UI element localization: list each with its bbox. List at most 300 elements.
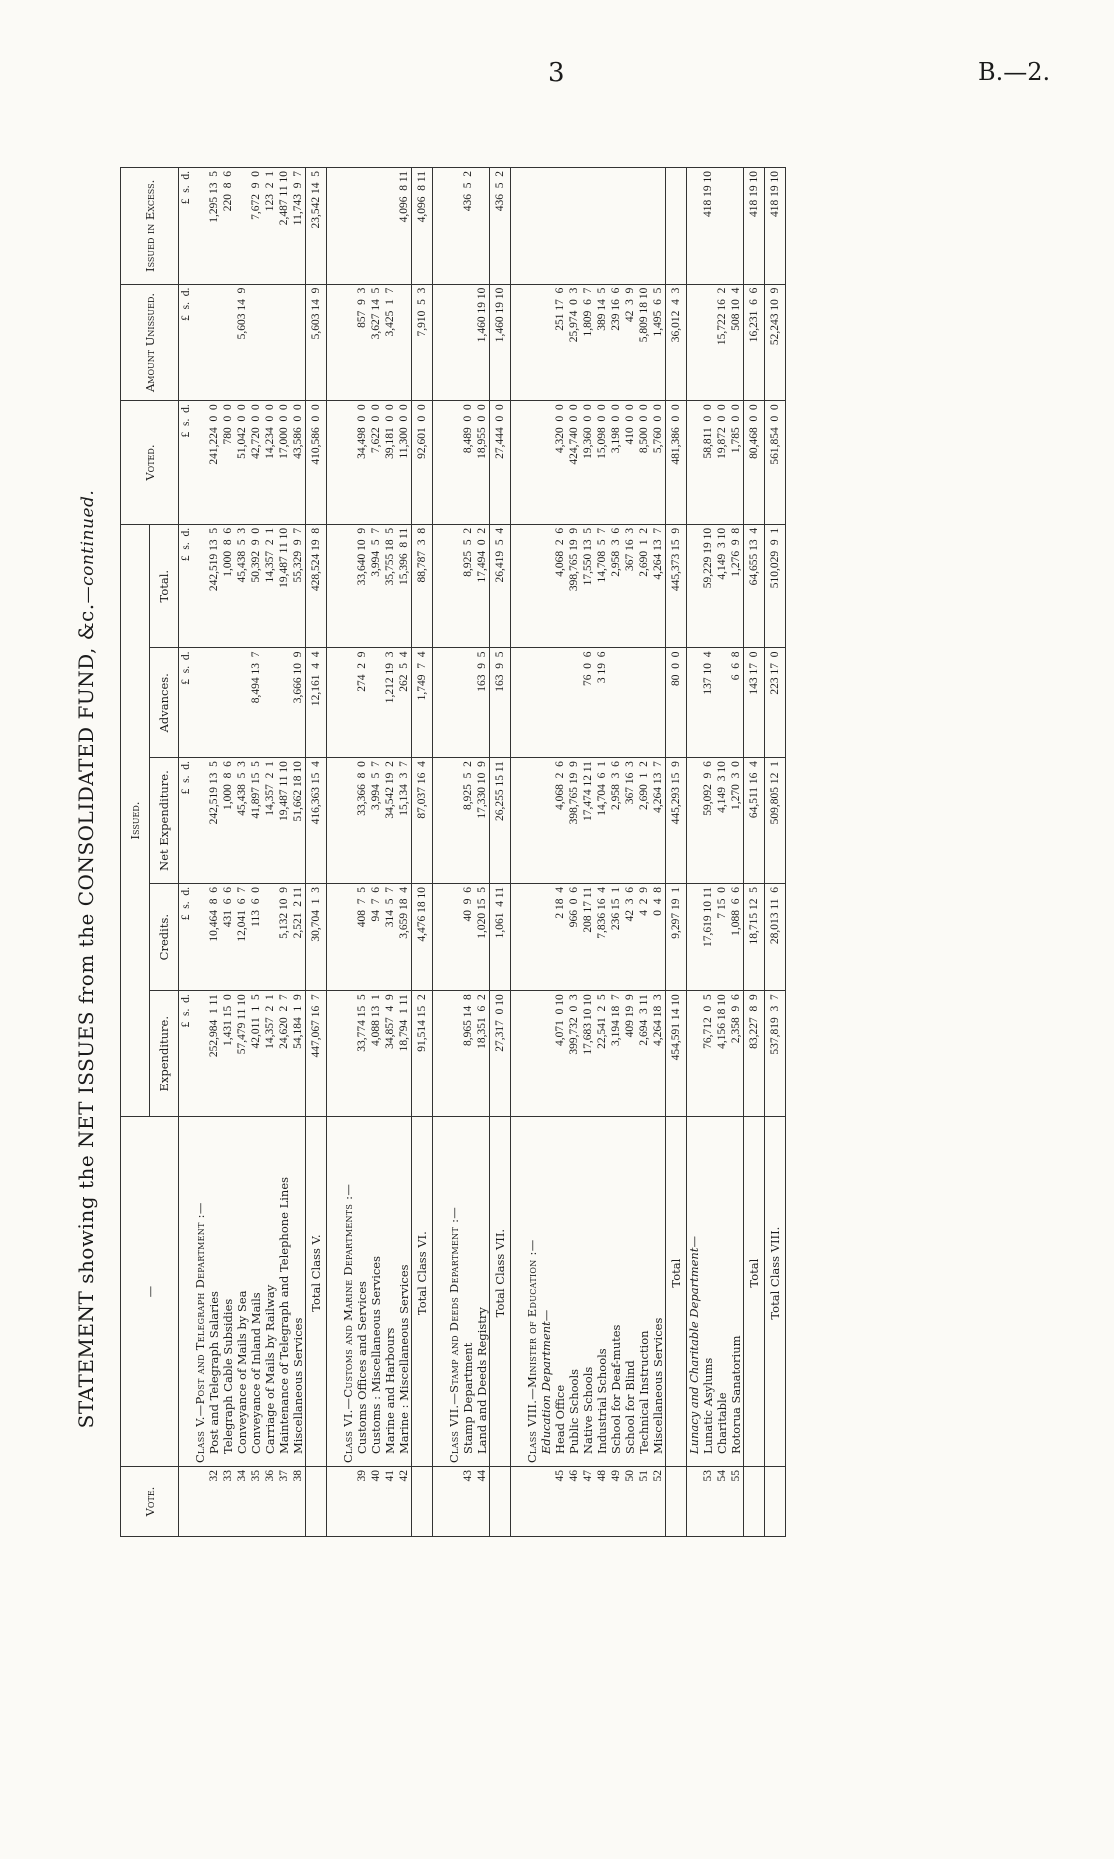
credits-cell: 7 15 0 xyxy=(715,884,729,991)
total-cell xyxy=(539,524,553,648)
total-cell: 3,994 5 7 xyxy=(369,524,383,648)
item-label: Telegraph Cable Subsidies xyxy=(221,1117,235,1467)
vote-number: 43 xyxy=(461,1467,475,1537)
units-label: £ s. d. xyxy=(179,401,194,525)
expenditure-cell: 17,683 10 10 xyxy=(581,991,595,1117)
unissued-cell xyxy=(539,284,553,401)
advances-cell: 12,161 4 4 xyxy=(306,648,327,758)
vote-number: 35 xyxy=(249,1467,263,1537)
item-label: Lunatic Asylums xyxy=(701,1117,715,1467)
excess-cell xyxy=(581,168,595,285)
total-cell: 64,655 13 4 xyxy=(744,524,765,648)
voted-cell: 58,811 0 0 xyxy=(701,401,715,525)
net-expenditure-cell: 509,805 12 1 xyxy=(765,758,786,884)
vote-number xyxy=(765,1467,786,1537)
voted-cell: 410 0 0 xyxy=(623,401,637,525)
net-expenditure-cell: 59,092 9 6 xyxy=(701,758,715,884)
item-row xyxy=(235,168,249,1537)
voted-cell: 17,000 0 0 xyxy=(277,401,291,525)
expenditure-cell: 447,067 16 7 xyxy=(306,991,327,1117)
item-label: Miscellaneous Services xyxy=(651,1117,666,1467)
advances-cell xyxy=(447,648,461,758)
col-excess: Issued in Excess. xyxy=(121,168,179,285)
advances-cell: 1,212 19 3 xyxy=(383,648,397,758)
voted-cell: 4,320 0 0 xyxy=(553,401,567,525)
net-expenditure-cell: 2,690 1 2 xyxy=(637,758,651,884)
total-cell xyxy=(525,524,539,648)
excess-cell: 418 19 10 xyxy=(744,168,765,285)
credits-cell xyxy=(539,884,553,991)
item-label: Charitable xyxy=(715,1117,729,1467)
unissued-cell xyxy=(249,284,263,401)
unissued-cell: 15,722 16 2 xyxy=(715,284,729,401)
voted-cell: 7,622 0 0 xyxy=(369,401,383,525)
total-cell: 1,000 8 6 xyxy=(221,524,235,648)
unissued-cell: 1,460 19 10 xyxy=(490,284,511,401)
advances-cell xyxy=(525,648,539,758)
total-cell: 445,373 15 9 xyxy=(666,524,687,648)
total-row xyxy=(412,168,433,1537)
units-label: £ s. d. xyxy=(179,884,194,991)
advances-cell: 223 17 0 xyxy=(765,648,786,758)
expenditure-cell: 57,479 11 10 xyxy=(235,991,249,1117)
advances-cell xyxy=(553,648,567,758)
vote-number: 41 xyxy=(383,1467,397,1537)
excess-cell: 436 5 2 xyxy=(490,168,511,285)
net-expenditure-cell: 26,255 15 11 xyxy=(490,758,511,884)
item-label: Marine : Miscellaneous Services xyxy=(397,1117,412,1467)
total-label: Total Class VIII. xyxy=(765,1117,786,1467)
unissued-cell xyxy=(397,284,412,401)
unissued-cell xyxy=(263,284,277,401)
item-label: Technical Instruction xyxy=(637,1117,651,1467)
unissued-cell: 3,425 1 7 xyxy=(383,284,397,401)
unissued-cell xyxy=(291,284,306,401)
credits-cell: 4,476 18 10 xyxy=(412,884,433,991)
item-row xyxy=(567,168,581,1537)
unissued-cell: 25,974 0 3 xyxy=(567,284,581,401)
credits-cell: 236 15 1 xyxy=(609,884,623,991)
vote-number xyxy=(412,1467,433,1537)
voted-cell xyxy=(525,401,539,525)
advances-cell xyxy=(235,648,249,758)
spacer-row xyxy=(433,168,448,1537)
unissued-cell: 42 3 9 xyxy=(623,284,637,401)
section-label: Class VII.—Stamp and Deeds Department :— xyxy=(447,1117,461,1467)
voted-cell: 15,098 0 0 xyxy=(595,401,609,525)
advances-cell: 1,749 7 4 xyxy=(412,648,433,758)
item-row xyxy=(623,168,637,1537)
credits-cell: 113 6 0 xyxy=(249,884,263,991)
total-cell xyxy=(193,524,207,648)
net-expenditure-cell: 87,037 16 4 xyxy=(412,758,433,884)
total-cell: 4,149 3 10 xyxy=(715,524,729,648)
statement-table xyxy=(120,167,786,1537)
vote-number: 44 xyxy=(475,1467,490,1537)
item-label: Post and Telegraph Salaries xyxy=(207,1117,221,1467)
section-label: Class VI.—Customs and Marine Departments :— xyxy=(341,1117,355,1467)
item-row xyxy=(355,168,369,1537)
vote-number xyxy=(490,1467,511,1537)
unissued-cell xyxy=(221,284,235,401)
item-row xyxy=(291,168,306,1537)
net-expenditure-cell: 398,765 19 9 xyxy=(567,758,581,884)
voted-cell: 561,854 0 0 xyxy=(765,401,786,525)
item-row xyxy=(397,168,412,1537)
net-expenditure-cell: 17,474 12 11 xyxy=(581,758,595,884)
unissued-cell: 5,809 18 10 xyxy=(637,284,651,401)
excess-cell: 123 2 1 xyxy=(263,168,277,285)
expenditure-cell: 409 19 9 xyxy=(623,991,637,1117)
item-row xyxy=(221,168,235,1537)
vote-number: 42 xyxy=(397,1467,412,1537)
excess-cell xyxy=(553,168,567,285)
excess-cell xyxy=(623,168,637,285)
page-number: 3 xyxy=(548,58,565,88)
voted-cell: 43,586 0 0 xyxy=(291,401,306,525)
item-label: Carriage of Mails by Railway xyxy=(263,1117,277,1467)
advances-cell xyxy=(539,648,553,758)
excess-cell xyxy=(729,168,744,285)
item-label: Customs : Miscellaneous Services xyxy=(369,1117,383,1467)
item-row xyxy=(715,168,729,1537)
expenditure-cell xyxy=(341,991,355,1117)
voted-cell: 3,198 0 0 xyxy=(609,401,623,525)
advances-cell: 3 19 6 xyxy=(595,648,609,758)
voted-cell: 92,601 0 0 xyxy=(412,401,433,525)
total-cell: 1,276 9 8 xyxy=(729,524,744,648)
total-cell: 35,755 18 5 xyxy=(383,524,397,648)
total-cell: 33,640 10 9 xyxy=(355,524,369,648)
sub-row xyxy=(687,168,702,1537)
item-row xyxy=(701,168,715,1537)
credits-cell: 42 3 6 xyxy=(623,884,637,991)
voted-cell: 51,042 0 0 xyxy=(235,401,249,525)
advances-cell: 163 9 5 xyxy=(490,648,511,758)
total-cell xyxy=(341,524,355,648)
unissued-cell xyxy=(525,284,539,401)
net-expenditure-cell xyxy=(447,758,461,884)
net-expenditure-cell: 445,293 15 9 xyxy=(666,758,687,884)
vote-number: 40 xyxy=(369,1467,383,1537)
total-cell: 17,550 13 5 xyxy=(581,524,595,648)
total-row xyxy=(306,168,327,1537)
item-row xyxy=(475,168,490,1537)
excess-cell xyxy=(525,168,539,285)
total-cell: 4,068 2 6 xyxy=(553,524,567,648)
excess-cell: 436 5 2 xyxy=(461,168,475,285)
net-expenditure-cell: 8,925 5 2 xyxy=(461,758,475,884)
total-cell: 4,264 13 7 xyxy=(651,524,666,648)
advances-cell: 163 9 5 xyxy=(475,648,490,758)
voted-cell xyxy=(539,401,553,525)
vote-number: 52 xyxy=(651,1467,666,1537)
total-row xyxy=(490,168,511,1537)
advances-cell xyxy=(715,648,729,758)
excess-cell: 7,672 9 0 xyxy=(249,168,263,285)
vote-number: 46 xyxy=(567,1467,581,1537)
item-label: Stamp Department xyxy=(461,1117,475,1467)
total-label: Total Class VI. xyxy=(412,1117,433,1467)
item-label: Maintenance of Telegraph and Telephone Lines xyxy=(277,1117,291,1467)
credits-cell: 40 9 6 xyxy=(461,884,475,991)
net-expenditure-cell: 41,897 15 5 xyxy=(249,758,263,884)
expenditure-cell: 4,264 18 3 xyxy=(651,991,666,1117)
advances-cell: 137 10 4 xyxy=(701,648,715,758)
unissued-cell: 52,243 10 9 xyxy=(765,284,786,401)
expenditure-cell: 4,071 0 10 xyxy=(553,991,567,1117)
advances-cell xyxy=(461,648,475,758)
net-expenditure-cell: 17,330 10 9 xyxy=(475,758,490,884)
units-row xyxy=(179,168,194,1537)
credits-cell xyxy=(341,884,355,991)
vote-number: 33 xyxy=(221,1467,235,1537)
excess-cell: 418 19 10 xyxy=(701,168,715,285)
voted-cell xyxy=(341,401,355,525)
total-cell: 17,494 0 2 xyxy=(475,524,490,648)
advances-cell xyxy=(341,648,355,758)
vote-number: 36 xyxy=(263,1467,277,1537)
expenditure-cell xyxy=(193,991,207,1117)
spacer-row xyxy=(511,168,526,1537)
units-label: £ s. d. xyxy=(179,168,194,285)
advances-cell xyxy=(687,648,702,758)
item-label: Conveyance of Inland Mails xyxy=(249,1117,263,1467)
total-row xyxy=(765,168,786,1537)
excess-cell: 1,295 13 5 xyxy=(207,168,221,285)
excess-cell: 4,096 8 11 xyxy=(397,168,412,285)
voted-cell: 80,468 0 0 xyxy=(744,401,765,525)
advances-cell xyxy=(637,648,651,758)
voted-cell: 19,872 0 0 xyxy=(715,401,729,525)
col-vote: Vote. xyxy=(121,1467,179,1537)
expenditure-cell: 2,694 3 11 xyxy=(637,991,651,1117)
units-label: £ s. d. xyxy=(179,524,194,648)
voted-cell: 241,224 0 0 xyxy=(207,401,221,525)
item-row xyxy=(461,168,475,1537)
credits-cell: 30,704 1 3 xyxy=(306,884,327,991)
unissued-cell: 508 10 4 xyxy=(729,284,744,401)
total-label: Total Class V. xyxy=(306,1117,327,1467)
credits-cell: 208 17 11 xyxy=(581,884,595,991)
voted-cell: 424,740 0 0 xyxy=(567,401,581,525)
voted-cell: 14,234 0 0 xyxy=(263,401,277,525)
total-cell: 45,438 5 3 xyxy=(235,524,249,648)
expenditure-cell: 252,984 1 11 xyxy=(207,991,221,1117)
vote-number xyxy=(666,1467,687,1537)
advances-cell xyxy=(193,648,207,758)
net-expenditure-cell: 14,357 2 1 xyxy=(263,758,277,884)
credits-cell: 4 2 9 xyxy=(637,884,651,991)
vote-number xyxy=(539,1467,553,1537)
total-cell: 55,329 9 7 xyxy=(291,524,306,648)
vote-number: 50 xyxy=(623,1467,637,1537)
item-label: Customs Offices and Services xyxy=(355,1117,369,1467)
expenditure-cell: 18,794 1 11 xyxy=(397,991,412,1117)
voted-cell: 8,489 0 0 xyxy=(461,401,475,525)
net-expenditure-cell: 1,000 8 6 xyxy=(221,758,235,884)
total-cell xyxy=(447,524,461,648)
item-row xyxy=(207,168,221,1537)
unissued-cell: 239 16 6 xyxy=(609,284,623,401)
excess-cell: 220 8 6 xyxy=(221,168,235,285)
total-cell: 2,958 3 6 xyxy=(609,524,623,648)
expenditure-cell xyxy=(525,991,539,1117)
section-label: Class VIII.—Minister of Education :— xyxy=(525,1117,539,1467)
net-expenditure-cell: 416,363 15 4 xyxy=(306,758,327,884)
unissued-cell xyxy=(207,284,221,401)
credits-cell: 94 7 6 xyxy=(369,884,383,991)
item-row xyxy=(263,168,277,1537)
vote-number: 48 xyxy=(595,1467,609,1537)
net-expenditure-cell: 4,264 13 7 xyxy=(651,758,666,884)
item-label: Land and Deeds Registry xyxy=(475,1117,490,1467)
advances-cell: 76 0 6 xyxy=(581,648,595,758)
rotated-page xyxy=(0,59,1114,1859)
voted-cell: 42,720 0 0 xyxy=(249,401,263,525)
net-expenditure-cell xyxy=(539,758,553,884)
advances-cell: 6 6 8 xyxy=(729,648,744,758)
excess-cell xyxy=(355,168,369,285)
total-cell: 14,357 2 1 xyxy=(263,524,277,648)
excess-cell xyxy=(687,168,702,285)
col-total: Total. xyxy=(150,524,179,648)
total-cell: 59,229 19 10 xyxy=(701,524,715,648)
voted-cell: 18,955 0 0 xyxy=(475,401,490,525)
vote-number: 53 xyxy=(701,1467,715,1537)
vote-number: 39 xyxy=(355,1467,369,1537)
item-row xyxy=(383,168,397,1537)
item-row xyxy=(553,168,567,1537)
total-cell: 88,787 3 8 xyxy=(412,524,433,648)
net-expenditure-cell: 51,662 18 10 xyxy=(291,758,306,884)
col-issued: Issued. xyxy=(121,524,150,1116)
excess-cell xyxy=(341,168,355,285)
net-expenditure-cell: 14,704 6 1 xyxy=(595,758,609,884)
unissued-cell xyxy=(193,284,207,401)
expenditure-cell: 91,514 15 2 xyxy=(412,991,433,1117)
total-cell: 50,392 9 0 xyxy=(249,524,263,648)
excess-cell xyxy=(539,168,553,285)
expenditure-cell: 8,965 14 8 xyxy=(461,991,475,1117)
total-cell: 14,708 5 7 xyxy=(595,524,609,648)
credits-cell: 408 7 5 xyxy=(355,884,369,991)
credits-cell: 12,041 6 7 xyxy=(235,884,249,991)
excess-cell: 11,743 9 7 xyxy=(291,168,306,285)
vote-number: 32 xyxy=(207,1467,221,1537)
expenditure-cell: 2,358 9 6 xyxy=(729,991,744,1117)
item-label: Industrial Schools xyxy=(595,1117,609,1467)
vote-number xyxy=(744,1467,765,1537)
credits-cell: 314 5 7 xyxy=(383,884,397,991)
vote-number: 49 xyxy=(609,1467,623,1537)
voted-cell: 27,444 0 0 xyxy=(490,401,511,525)
credits-cell: 1,020 15 5 xyxy=(475,884,490,991)
col-unissued: Amount Unissued. xyxy=(121,284,179,401)
sub-label: Lunacy and Charitable Department— xyxy=(687,1117,702,1467)
vote-number xyxy=(193,1467,207,1537)
vote-number xyxy=(447,1467,461,1537)
item-label: School for Deaf-mutes xyxy=(609,1117,623,1467)
voted-cell xyxy=(687,401,702,525)
advances-cell xyxy=(277,648,291,758)
total-cell: 8,925 5 2 xyxy=(461,524,475,648)
excess-cell xyxy=(637,168,651,285)
unissued-cell: 36,012 4 3 xyxy=(666,284,687,401)
subtotal-row xyxy=(744,168,765,1537)
net-expenditure-cell xyxy=(687,758,702,884)
voted-cell: 410,586 0 0 xyxy=(306,401,327,525)
col-credits: Credits. xyxy=(150,884,179,991)
expenditure-cell: 76,712 0 5 xyxy=(701,991,715,1117)
unissued-cell: 1,495 6 5 xyxy=(651,284,666,401)
expenditure-cell: 1,431 15 0 xyxy=(221,991,235,1117)
unissued-cell: 5,603 14 9 xyxy=(235,284,249,401)
excess-cell xyxy=(383,168,397,285)
net-expenditure-cell: 1,270 3 0 xyxy=(729,758,744,884)
excess-cell xyxy=(595,168,609,285)
net-expenditure-cell: 242,519 13 5 xyxy=(207,758,221,884)
page-reference: B.—2. xyxy=(978,58,1051,86)
voted-cell: 481,386 0 0 xyxy=(666,401,687,525)
item-label: Conveyance of Mails by Sea xyxy=(235,1117,249,1467)
expenditure-cell: 24,620 2 7 xyxy=(277,991,291,1117)
item-label: Rotorua Sanatorium xyxy=(729,1117,744,1467)
vote-number: 51 xyxy=(637,1467,651,1537)
voted-cell: 8,500 0 0 xyxy=(637,401,651,525)
credits-cell: 7,836 16 4 xyxy=(595,884,609,991)
subtotal-label: Total xyxy=(666,1117,687,1467)
col-advances: Advances. xyxy=(150,648,179,758)
vote-number: 55 xyxy=(729,1467,744,1537)
unissued-cell xyxy=(447,284,461,401)
total-cell: 398,765 19 9 xyxy=(567,524,581,648)
item-label: Public Schools xyxy=(567,1117,581,1467)
excess-cell: 23,542 14 5 xyxy=(306,168,327,285)
unissued-cell: 7,910 5 3 xyxy=(412,284,433,401)
units-label: £ s. d. xyxy=(179,284,194,401)
vote-number: 34 xyxy=(235,1467,249,1537)
unissued-cell: 3,627 14 5 xyxy=(369,284,383,401)
unissued-cell xyxy=(461,284,475,401)
subtotal-label: Total xyxy=(744,1117,765,1467)
item-label: Marine and Harbours xyxy=(383,1117,397,1467)
net-expenditure-cell: 4,068 2 6 xyxy=(553,758,567,884)
advances-cell xyxy=(623,648,637,758)
advances-cell: 3,666 10 9 xyxy=(291,648,306,758)
advances-cell xyxy=(207,648,221,758)
units-label: £ s. d. xyxy=(179,758,194,884)
excess-cell xyxy=(666,168,687,285)
section-label: Class V.—Post and Telegraph Department :— xyxy=(193,1117,207,1467)
total-cell: 15,396 8 11 xyxy=(397,524,412,648)
excess-cell xyxy=(651,168,666,285)
expenditure-cell: 4,088 13 1 xyxy=(369,991,383,1117)
net-expenditure-cell xyxy=(193,758,207,884)
credits-cell xyxy=(193,884,207,991)
advances-cell xyxy=(263,648,277,758)
col-voted: Voted. xyxy=(121,401,179,525)
unissued-cell: 16,231 6 6 xyxy=(744,284,765,401)
section-row xyxy=(447,168,461,1537)
unissued-cell: 857 9 3 xyxy=(355,284,369,401)
vote-number xyxy=(687,1467,702,1537)
units-label: £ s. d. xyxy=(179,648,194,758)
credits-cell xyxy=(687,884,702,991)
advances-cell xyxy=(221,648,235,758)
credits-cell: 2 18 4 xyxy=(553,884,567,991)
total-cell: 367 16 3 xyxy=(623,524,637,648)
